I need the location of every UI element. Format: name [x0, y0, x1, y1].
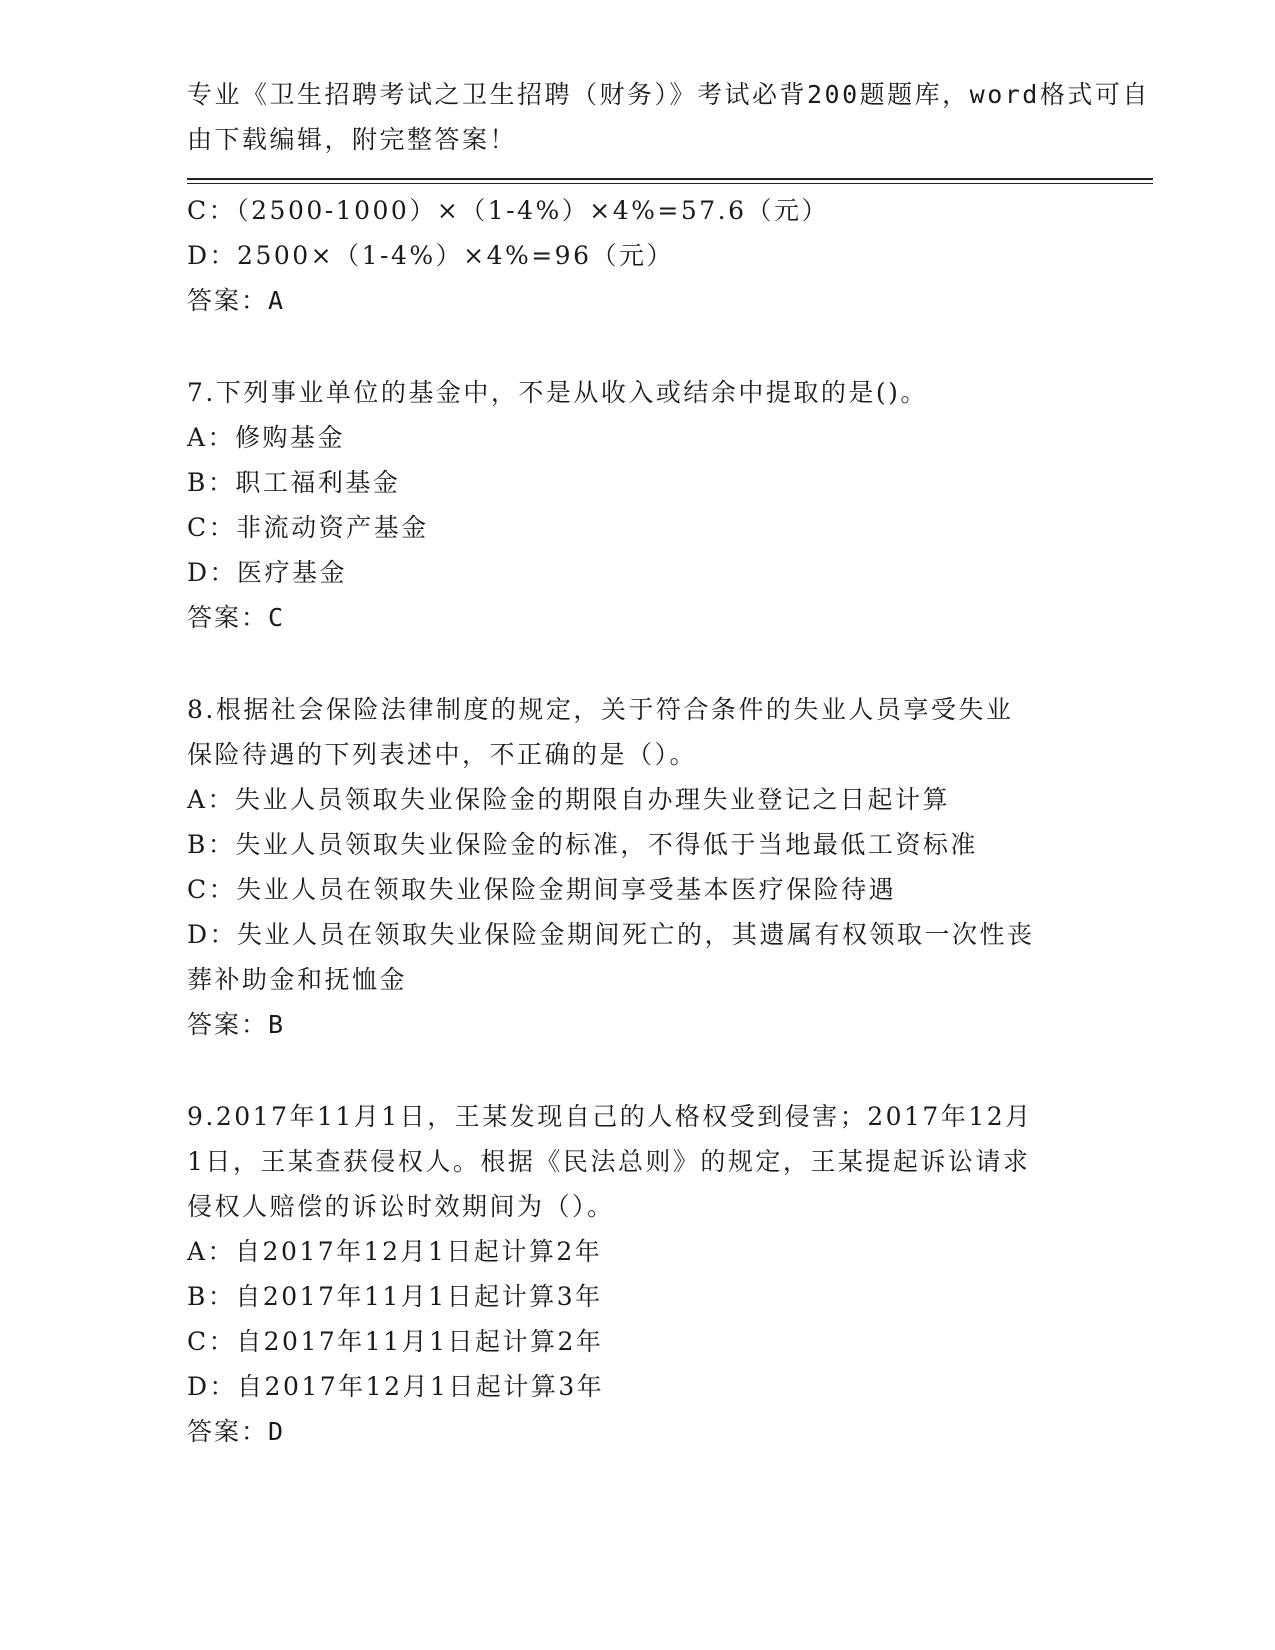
option-d: D：自2017年12月1日起计算3年 — [187, 1372, 605, 1401]
answer-label: 答案： — [187, 1417, 269, 1446]
answer-line — [187, 1002, 1087, 1047]
option-a: A：失业人员领取失业保险金的期限自办理失业登记之日起计算 — [187, 785, 951, 814]
answer-value: B — [268, 1010, 286, 1039]
question-stem: 7.下列事业单位的基金中，不是从收入或结余中提取的是()。 — [187, 378, 928, 407]
question-8-block — [187, 687, 1087, 1047]
option-d-line-2: 葬补助金和抚恤金 — [187, 965, 408, 994]
option-c: C：（2500-1000）×（1-4%）×4%=57.6（元） — [187, 196, 830, 225]
header-line-1: 专业《卫生招聘考试之卫生招聘（财务）》考试必背200题题库，word格式可自 — [187, 80, 1150, 109]
question-stem-line-2: 保险待遇的下列表述中，不正确的是（）。 — [187, 740, 698, 769]
header-rule-thick — [187, 178, 1153, 180]
option-d: D：医疗基金 — [187, 558, 348, 587]
answer-label: 答案： — [187, 603, 269, 632]
answer-label: 答案： — [187, 286, 269, 315]
answer-line — [187, 595, 1087, 640]
spacer — [187, 640, 1087, 687]
option-c: C：失业人员在领取失业保险金期间享受基本医疗保险待遇 — [187, 875, 897, 904]
spacer — [187, 323, 1087, 370]
spacer — [187, 1047, 1087, 1094]
answer-value: C — [268, 603, 286, 632]
question-7-block — [187, 370, 1087, 640]
answer-label: 答案： — [187, 1010, 269, 1039]
option-b: B：职工福利基金 — [187, 468, 401, 497]
answer-value: D — [268, 1417, 286, 1446]
prev-question-block — [187, 188, 1087, 323]
page-header — [187, 72, 1150, 162]
option-d: D：2500×（1-4%）×4%=96（元） — [187, 241, 674, 270]
question-stem-line-1: 9.2017年11月1日，王某发现自己的人格权受到侵害；2017年12月 — [187, 1102, 1033, 1131]
question-stem-line-1: 8.根据社会保险法律制度的规定，关于符合条件的失业人员享受失业 — [187, 695, 1014, 724]
question-9-block — [187, 1094, 1087, 1454]
option-b: B：自2017年11月1日起计算3年 — [187, 1282, 603, 1311]
option-a: A：修购基金 — [187, 423, 346, 452]
question-content — [187, 188, 1087, 1454]
question-stem-line-3: 侵权人赔偿的诉讼时效期间为（）。 — [187, 1192, 615, 1221]
option-b: B：失业人员领取失业保险金的标准，不得低于当地最低工资标准 — [187, 830, 978, 859]
option-c: C：自2017年11月1日起计算2年 — [187, 1327, 604, 1356]
answer-value: A — [268, 286, 286, 315]
header-line-2: 由下载编辑，附完整答案！ — [187, 125, 518, 154]
option-a: A：自2017年12月1日起计算2年 — [187, 1237, 603, 1266]
option-c: C：非流动资产基金 — [187, 513, 429, 542]
header-rule-thin — [187, 183, 1153, 184]
answer-line — [187, 278, 1087, 323]
question-stem-line-2: 1日，王某查获侵权人。根据《民法总则》的规定，王某提起诉讼请求 — [187, 1147, 1031, 1176]
answer-line — [187, 1409, 1087, 1454]
option-d-line-1: D：失业人员在领取失业保险金期间死亡的，其遗属有权领取一次性丧 — [187, 920, 1035, 949]
